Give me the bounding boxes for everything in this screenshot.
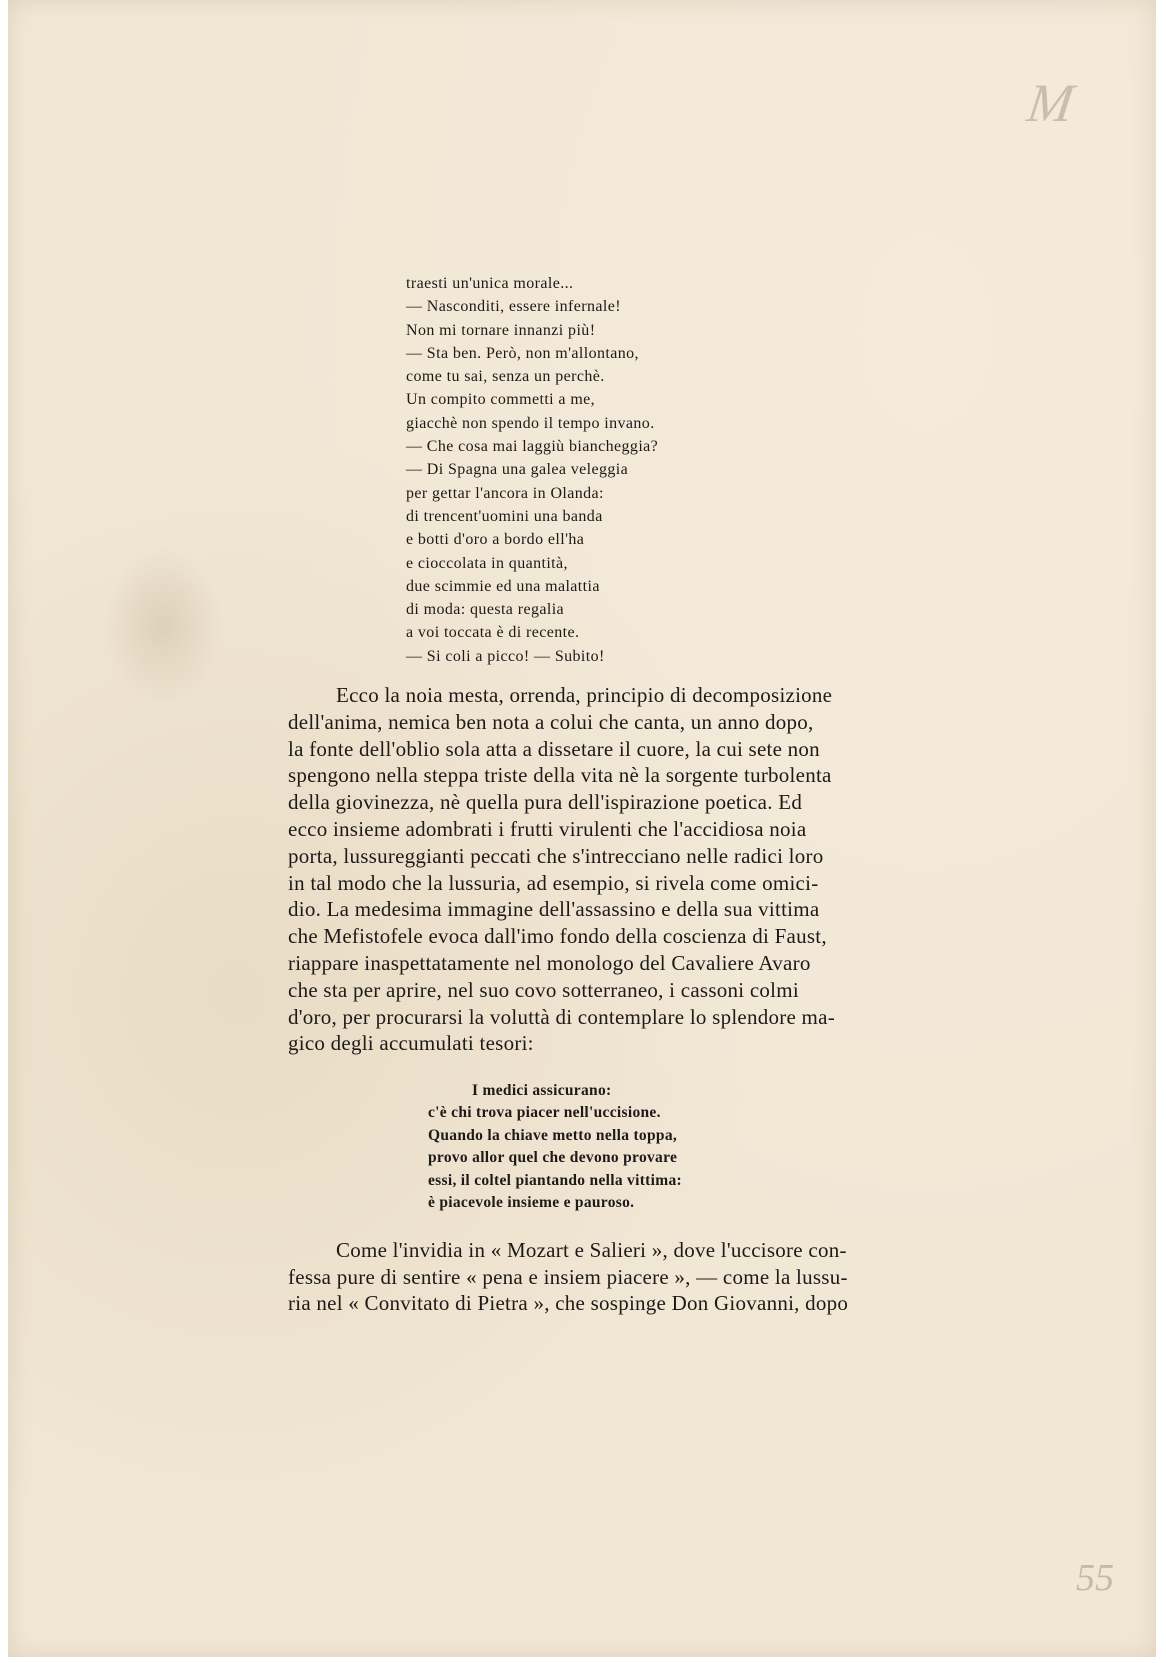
prose-line: della giovinezza, nè quella pura dell'ispirazione poetica. Ed <box>288 790 803 815</box>
verse-line: e cioccolata in quantità, <box>406 554 568 572</box>
verse-line: c'è chi trova piacer nell'uccisione. <box>428 1104 661 1122</box>
prose-line: ecco insieme adombrati i frutti virulenti che l'accidiosa noia <box>288 816 807 841</box>
prose-line: Ecco la noia mesta, orrenda, principio di decomposizione <box>336 683 833 707</box>
prose-line: che Mefistofele evoca dall'imo fondo della coscienza di Faust, <box>288 924 827 949</box>
verse-line: come tu sai, senza un perchè. <box>406 368 605 386</box>
prose-line: ria nel « Convitato di Pietra », che sospinge Don Giovanni, dopo <box>288 1291 849 1315</box>
verse-line: Un compito commetti a me, <box>406 391 596 409</box>
prose-line: riappare inaspettatamente nel monologo del Cavaliere Avaro <box>288 950 811 975</box>
verse-block-cavaliere-avaro <box>428 1080 682 1214</box>
verse-line: provo allor quel che devono provare <box>428 1149 678 1167</box>
verse-line: — Nasconditi, essere infernale! <box>406 298 621 316</box>
prose-line: la fonte dell'oblio sola atta a dissetare il cuore, la cui sete non <box>288 736 820 761</box>
prose-line: in tal modo che la lussuria, ad esempio, si rivela come omici- <box>288 870 819 895</box>
verse-line: Quando la chiave metto nella toppa, <box>428 1126 678 1144</box>
paper-stain <box>103 545 223 705</box>
prose-line: spengono nella steppa triste della vita nè la sorgente turbolenta <box>288 763 832 788</box>
verse-block-dialogue <box>406 272 658 668</box>
prose-line: fessa pure di sentire « pena e insiem piacere », — come la lussu- <box>288 1264 848 1289</box>
prose-line: porta, lussureggianti peccati che s'intrecciano nelle radici loro <box>288 843 824 868</box>
prose-line: dio. La medesima immagine dell'assassino e della sua vittima <box>288 897 820 922</box>
verse-line: per gettar l'ancora in Olanda: <box>406 484 604 502</box>
page-number: 55 <box>1076 1557 1114 1599</box>
verse-line: I medici assicurano: <box>472 1082 612 1099</box>
verse-line: due scimmie ed una malattia <box>406 577 600 595</box>
prose-line: che sta per aprire, nel suo covo sotterraneo, i cassoni colmi <box>288 977 799 1002</box>
prose-line: gico degli accumulati tesori: <box>288 1031 534 1056</box>
verse-line: traesti un'unica morale... <box>406 275 574 292</box>
verse-line: Non mi tornare innanzi più! <box>406 321 596 339</box>
prose-paragraph-invidia <box>288 1237 900 1317</box>
verse-line: — Di Spagna una galea veleggia <box>406 461 629 479</box>
verse-line: — Sta ben. Però, non m'allontano, <box>406 344 639 362</box>
prose-line: d'oro, per procurarsi la voluttà di contemplare lo splendore ma- <box>288 1004 835 1029</box>
prose-line: dell'anima, nemica ben nota a colui che canta, un anno dopo, <box>288 709 814 734</box>
verse-line: — Si coli a picco! — Subito! <box>406 647 605 665</box>
verse-line: e botti d'oro a bordo ell'ha <box>406 531 585 549</box>
verse-line: a voi toccata è di recente. <box>406 624 580 642</box>
prose-line: Come l'invidia in « Mozart e Salieri », dove l'uccisore con- <box>336 1238 847 1262</box>
prose-paragraph-noia <box>288 682 900 1057</box>
verse-line: giacchè non spendo il tempo invano. <box>406 414 655 432</box>
corner-initial-mark: M <box>1023 73 1078 133</box>
verse-line: essi, il coltel piantando nella vittima: <box>428 1171 682 1189</box>
verse-line: è piacevole insieme e pauroso. <box>428 1194 635 1212</box>
verse-line: di moda: questa regalia <box>406 601 565 619</box>
verse-line: — Che cosa mai laggiù biancheggia? <box>406 438 659 456</box>
document-page <box>8 0 1156 1657</box>
verse-line: di trencent'uomini una banda <box>406 507 603 525</box>
